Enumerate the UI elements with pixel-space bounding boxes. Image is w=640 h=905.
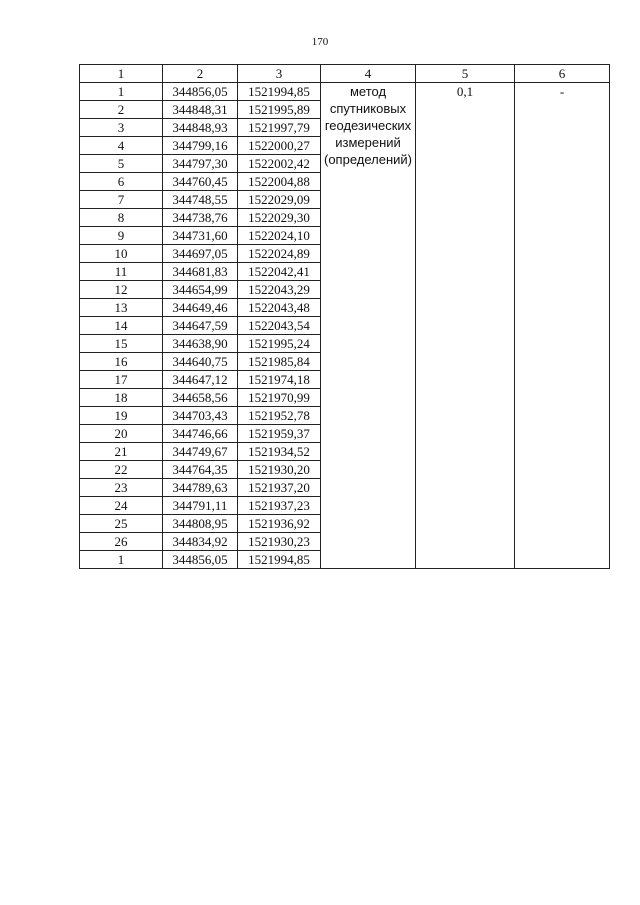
y-coordinate-cell: 1521974,18 xyxy=(238,371,321,389)
x-coordinate-cell: 344746,66 xyxy=(163,425,238,443)
point-number-cell: 8 xyxy=(80,209,163,227)
y-coordinate-cell: 1521937,20 xyxy=(238,479,321,497)
y-coordinate-cell: 1521930,23 xyxy=(238,533,321,551)
header-cell-5: 5 xyxy=(416,65,515,83)
x-coordinate-cell: 344789,63 xyxy=(163,479,238,497)
point-number-cell: 1 xyxy=(80,83,163,101)
point-number-cell: 22 xyxy=(80,461,163,479)
y-coordinate-cell: 1522042,41 xyxy=(238,263,321,281)
point-number-cell: 10 xyxy=(80,245,163,263)
point-number-cell: 4 xyxy=(80,137,163,155)
point-number-cell: 26 xyxy=(80,533,163,551)
y-coordinate-cell: 1522002,42 xyxy=(238,155,321,173)
point-number-cell: 1 xyxy=(80,551,163,569)
x-coordinate-cell: 344647,59 xyxy=(163,317,238,335)
y-coordinate-cell: 1521985,84 xyxy=(238,353,321,371)
header-cell-3: 3 xyxy=(238,65,321,83)
point-number-cell: 20 xyxy=(80,425,163,443)
y-coordinate-cell: 1521994,85 xyxy=(238,551,321,569)
point-number-cell: 9 xyxy=(80,227,163,245)
x-coordinate-cell: 344649,46 xyxy=(163,299,238,317)
header-cell-6: 6 xyxy=(515,65,610,83)
method-line: геодезических xyxy=(324,118,412,133)
method-line: (определений) xyxy=(324,152,413,167)
header-cell-2: 2 xyxy=(163,65,238,83)
method-line: спутниковых xyxy=(329,101,407,116)
point-number-cell: 5 xyxy=(80,155,163,173)
point-number-cell: 16 xyxy=(80,353,163,371)
y-coordinate-cell: 1522043,54 xyxy=(238,317,321,335)
point-number-cell: 15 xyxy=(80,335,163,353)
y-coordinate-cell: 1521995,24 xyxy=(238,335,321,353)
point-number-cell: 21 xyxy=(80,443,163,461)
y-coordinate-cell: 1522024,89 xyxy=(238,245,321,263)
coordinates-table xyxy=(79,64,610,569)
x-coordinate-cell: 344797,30 xyxy=(163,155,238,173)
header-cell-4: 4 xyxy=(321,65,416,83)
y-coordinate-cell: 1521970,99 xyxy=(238,389,321,407)
accuracy-cell: 0,1 xyxy=(416,83,515,569)
x-coordinate-cell: 344654,99 xyxy=(163,281,238,299)
point-number-cell: 14 xyxy=(80,317,163,335)
x-coordinate-cell: 344681,83 xyxy=(163,263,238,281)
header-cell-1: 1 xyxy=(80,65,163,83)
point-number-cell: 13 xyxy=(80,299,163,317)
point-number-cell: 12 xyxy=(80,281,163,299)
y-coordinate-cell: 1522024,10 xyxy=(238,227,321,245)
point-number-cell: 23 xyxy=(80,479,163,497)
point-number-cell: 11 xyxy=(80,263,163,281)
x-coordinate-cell: 344647,12 xyxy=(163,371,238,389)
method-cell xyxy=(321,83,416,569)
method-line: измерений xyxy=(335,135,401,150)
point-number-cell: 18 xyxy=(80,389,163,407)
y-coordinate-cell: 1522029,09 xyxy=(238,191,321,209)
x-coordinate-cell: 344848,31 xyxy=(163,101,238,119)
y-coordinate-cell: 1521952,78 xyxy=(238,407,321,425)
x-coordinate-cell: 344748,55 xyxy=(163,191,238,209)
y-coordinate-cell: 1522029,30 xyxy=(238,209,321,227)
x-coordinate-cell: 344658,56 xyxy=(163,389,238,407)
point-number-cell: 3 xyxy=(80,119,163,137)
x-coordinate-cell: 344738,76 xyxy=(163,209,238,227)
x-coordinate-cell: 344808,95 xyxy=(163,515,238,533)
y-coordinate-cell: 1522000,27 xyxy=(238,137,321,155)
x-coordinate-cell: 344799,16 xyxy=(163,137,238,155)
x-coordinate-cell: 344703,43 xyxy=(163,407,238,425)
y-coordinate-cell: 1521936,92 xyxy=(238,515,321,533)
y-coordinate-cell: 1521930,20 xyxy=(238,461,321,479)
x-coordinate-cell: 344848,93 xyxy=(163,119,238,137)
y-coordinate-cell: 1521997,79 xyxy=(238,119,321,137)
point-number-cell: 17 xyxy=(80,371,163,389)
point-number-cell: 19 xyxy=(80,407,163,425)
point-number-cell: 6 xyxy=(80,173,163,191)
y-coordinate-cell: 1522043,29 xyxy=(238,281,321,299)
x-coordinate-cell: 344731,60 xyxy=(163,227,238,245)
y-coordinate-cell: 1521959,37 xyxy=(238,425,321,443)
x-coordinate-cell: 344697,05 xyxy=(163,245,238,263)
y-coordinate-cell: 1521995,89 xyxy=(238,101,321,119)
x-coordinate-cell: 344749,67 xyxy=(163,443,238,461)
y-coordinate-cell: 1522043,48 xyxy=(238,299,321,317)
point-number-cell: 2 xyxy=(80,101,163,119)
table-body xyxy=(80,83,610,569)
x-coordinate-cell: 344856,05 xyxy=(163,83,238,101)
x-coordinate-cell: 344856,05 xyxy=(163,551,238,569)
page-number: 170 xyxy=(311,36,329,48)
x-coordinate-cell: 344764,35 xyxy=(163,461,238,479)
point-number-cell: 25 xyxy=(80,515,163,533)
header-row xyxy=(80,65,610,83)
table-row xyxy=(80,83,610,101)
point-number-cell: 24 xyxy=(80,497,163,515)
point-number-cell: 7 xyxy=(80,191,163,209)
column-6-cell: - xyxy=(515,83,610,569)
x-coordinate-cell: 344834,92 xyxy=(163,533,238,551)
x-coordinate-cell: 344640,75 xyxy=(163,353,238,371)
y-coordinate-cell: 1521994,85 xyxy=(238,83,321,101)
x-coordinate-cell: 344638,90 xyxy=(163,335,238,353)
x-coordinate-cell: 344791,11 xyxy=(163,497,238,515)
x-coordinate-cell: 344760,45 xyxy=(163,173,238,191)
y-coordinate-cell: 1521934,52 xyxy=(238,443,321,461)
method-line: метод xyxy=(349,84,387,99)
y-coordinate-cell: 1521937,23 xyxy=(238,497,321,515)
y-coordinate-cell: 1522004,88 xyxy=(238,173,321,191)
